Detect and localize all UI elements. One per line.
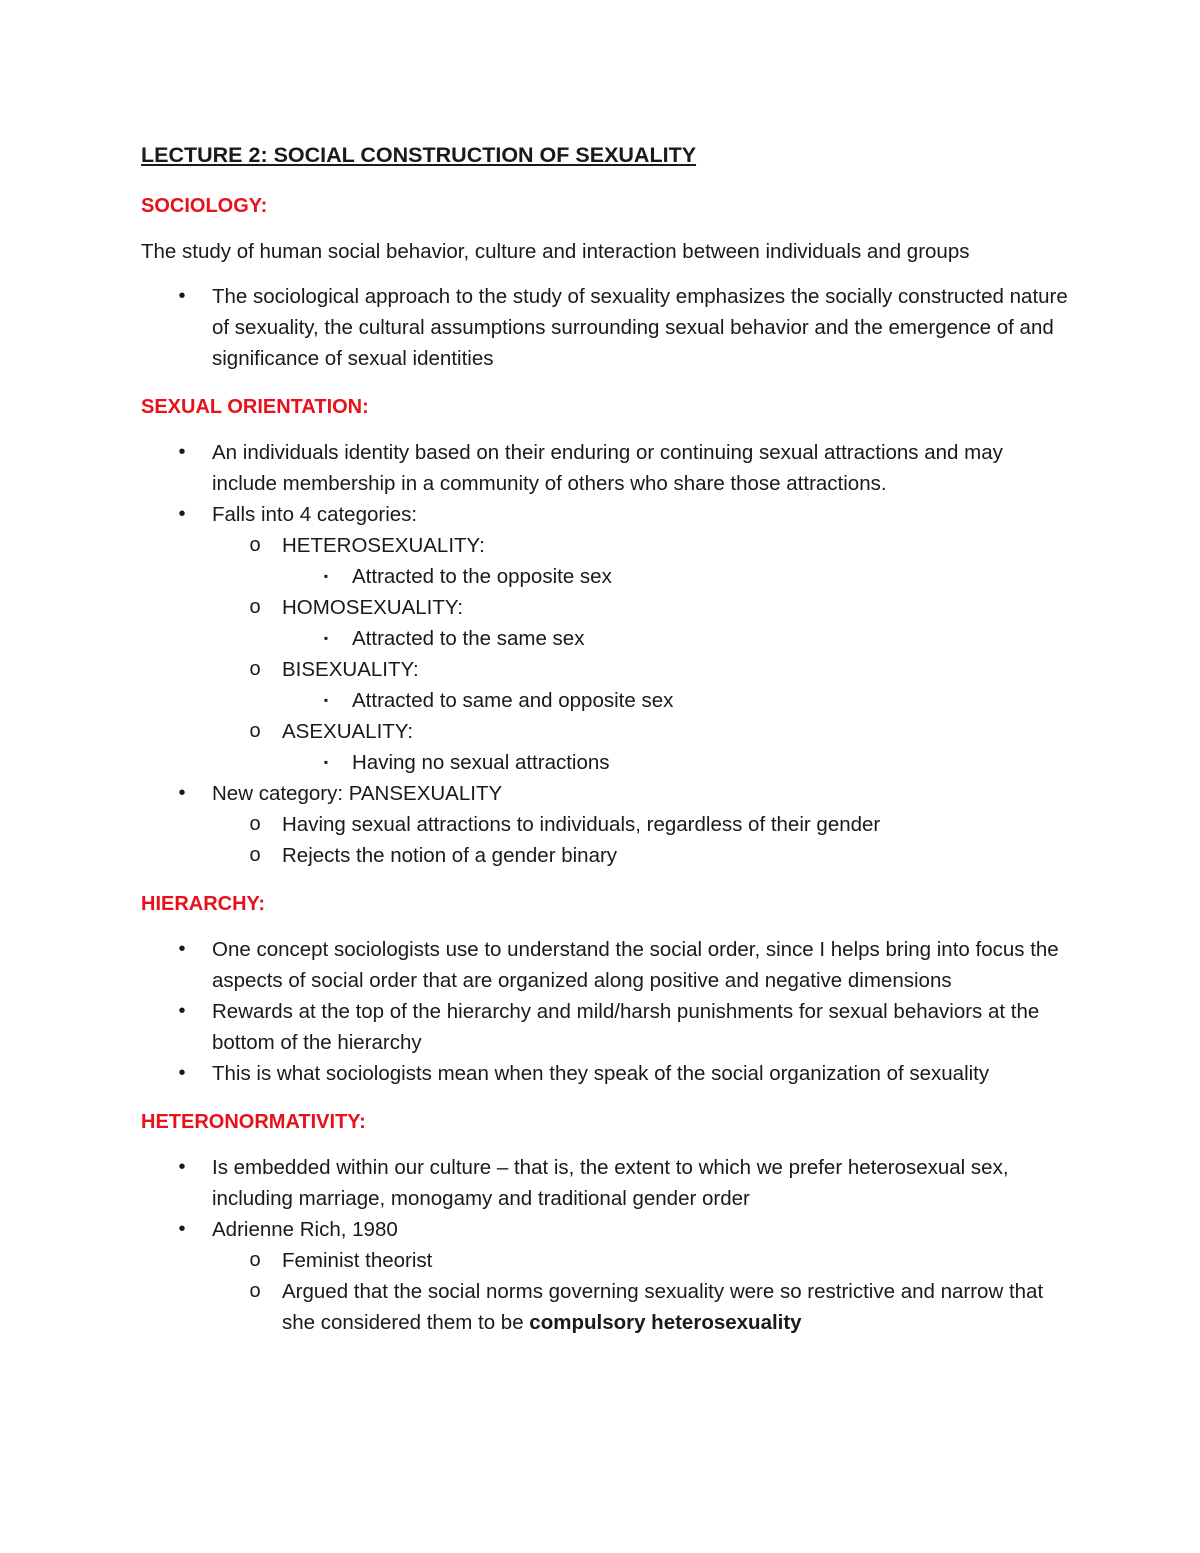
list-item-text: One concept sociologists use to understand the social order, since I helps bring into focus the aspects of social order that are organized along positive and negative dimensions [212, 938, 1059, 992]
category-name: ASEXUALITY: [282, 720, 414, 743]
category-item [141, 654, 1071, 716]
rich-sub-list [212, 1245, 1071, 1338]
circle-bullet-icon: o [249, 534, 261, 556]
sociology-list [141, 281, 1071, 374]
section-heading-sexual-orientation: SEXUAL ORIENTATION: [141, 396, 369, 418]
category-name: BISEXUALITY: [282, 658, 419, 681]
list-item [141, 934, 1071, 996]
list-item [141, 437, 1071, 499]
sub-item-text: Argued that the social norms governing sexuality were so restrictive and narrow that she considered them to be [282, 1280, 1044, 1334]
heteronormativity-list [141, 1152, 1071, 1338]
category-name: HETEROSEXUALITY: [282, 534, 485, 557]
section-heading-hierarchy: HIERARCHY: [141, 893, 266, 915]
bullet-icon: • [178, 782, 186, 804]
category-item [141, 716, 1071, 778]
list-item-text: The sociological approach to the study of sexuality emphasizes the socially constructed nature of sexuality, the cultural assumptions surrounding sexual behavior and the emergence of and significance of sexual identities [212, 285, 1068, 370]
section-heading-heteronormativity: HETERONORMATIVITY: [141, 1111, 366, 1133]
list-item [141, 1214, 1071, 1338]
category-desc-list [282, 747, 1071, 778]
category-desc: Attracted to the opposite sex [352, 565, 612, 588]
list-item [141, 499, 1071, 778]
list-item-text: Falls into 4 categories: [212, 503, 418, 526]
category-item [141, 530, 1071, 592]
circle-bullet-icon: o [249, 844, 261, 866]
sub-item [141, 1276, 1071, 1338]
circle-bullet-icon: o [249, 1249, 261, 1271]
circle-bullet-icon: o [249, 596, 261, 618]
square-bullet-icon: ▪ [323, 631, 329, 645]
list-item-text: Rewards at the top of the hierarchy and mild/harsh punishments for sexual behaviors at the bottom of the hierarchy [212, 1000, 1040, 1054]
category-desc: Attracted to same and opposite sex [352, 689, 674, 712]
list-item-text: Adrienne Rich, 1980 [212, 1218, 398, 1241]
circle-bullet-icon: o [249, 658, 261, 680]
bold-term: compulsory heterosexuality [529, 1311, 802, 1334]
list-item-text: Is embedded within our culture – that is, the extent to which we prefer heterosexual sex, including marriage, monogamy and traditional gender order [212, 1156, 1009, 1210]
bullet-icon: • [178, 285, 186, 307]
list-item [141, 1058, 1071, 1089]
bullet-icon: • [178, 1000, 186, 1022]
orientation-list [141, 437, 1071, 871]
pansexuality-list [212, 809, 1071, 871]
sub-item-text: Rejects the notion of a gender binary [282, 844, 618, 867]
category-desc-item [141, 561, 1071, 592]
category-desc-item [141, 685, 1071, 716]
sub-item [141, 809, 1071, 840]
category-desc-list [282, 561, 1071, 592]
category-item [141, 592, 1071, 654]
list-item-text: New category: PANSEXUALITY [212, 782, 503, 805]
list-item [141, 281, 1071, 374]
category-desc-list [282, 685, 1071, 716]
list-item-text: An individuals identity based on their enduring or continuing sexual attractions and may include membership in a community of others who share those attractions. [212, 441, 1003, 495]
page-title: LECTURE 2: SOCIAL CONSTRUCTION OF SEXUALITY [141, 143, 697, 167]
hierarchy-list [141, 934, 1071, 1089]
bullet-icon: • [178, 938, 186, 960]
circle-bullet-icon: o [249, 1280, 261, 1302]
list-item-text: This is what sociologists mean when they speak of the social organization of sexuality [212, 1062, 990, 1085]
bullet-icon: • [178, 1218, 186, 1240]
bullet-icon: • [178, 441, 186, 463]
circle-bullet-icon: o [249, 813, 261, 835]
square-bullet-icon: ▪ [323, 755, 329, 769]
sub-item-text: Having sexual attractions to individuals, regardless of their gender [282, 813, 881, 836]
square-bullet-icon: ▪ [323, 569, 329, 583]
square-bullet-icon: ▪ [323, 693, 329, 707]
sub-item-text: Feminist theorist [282, 1249, 433, 1272]
category-name: HOMOSEXUALITY: [282, 596, 464, 619]
bullet-icon: • [178, 1156, 186, 1178]
sub-item [141, 1245, 1071, 1276]
list-item [141, 996, 1071, 1058]
sub-item [141, 840, 1071, 871]
list-item [141, 1152, 1071, 1214]
categories-list [212, 530, 1071, 778]
bullet-icon: • [178, 503, 186, 525]
category-desc-list [282, 623, 1071, 654]
category-desc: Having no sexual attractions [352, 751, 610, 774]
category-desc-item [141, 623, 1071, 654]
category-desc-item [141, 747, 1071, 778]
section-heading-sociology: SOCIOLOGY: [141, 195, 268, 217]
sociology-definition: The study of human social behavior, culture and interaction between individuals and groups [141, 240, 970, 263]
document-page [141, 140, 1071, 1356]
circle-bullet-icon: o [249, 720, 261, 742]
category-desc: Attracted to the same sex [352, 627, 585, 650]
bullet-icon: • [178, 1062, 186, 1084]
list-item [141, 778, 1071, 871]
